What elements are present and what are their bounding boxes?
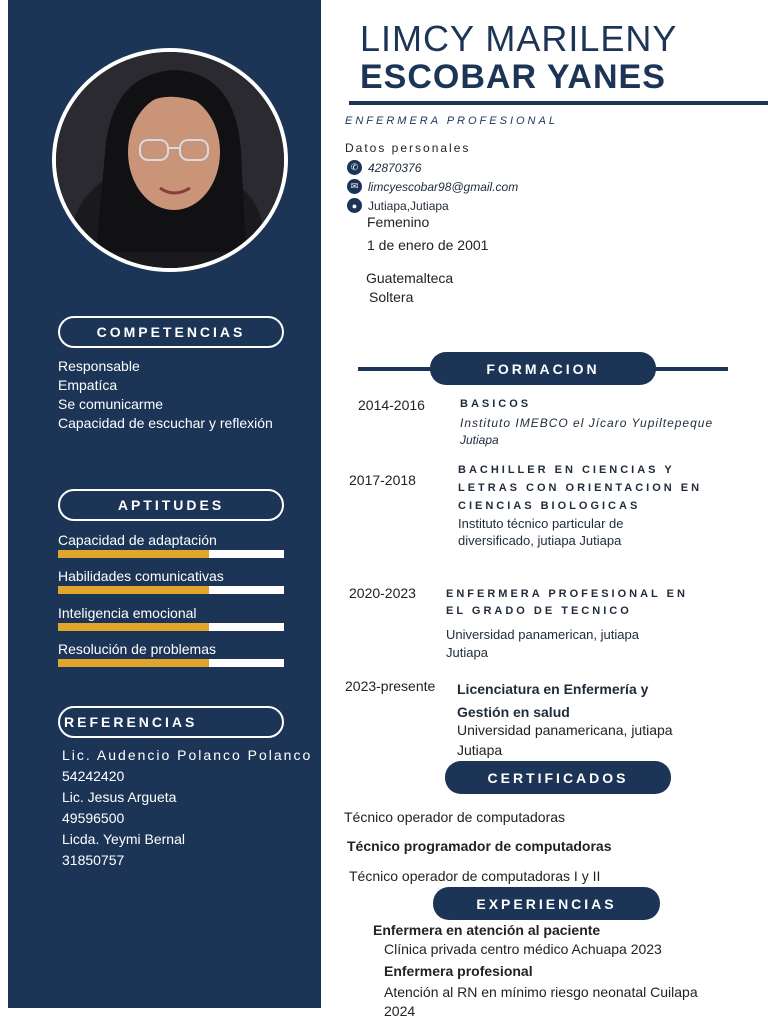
skill-label: Capacidad de adaptación	[58, 532, 217, 548]
location-row	[347, 198, 449, 213]
edu-title: BASICOS	[460, 398, 532, 410]
edu-title	[446, 586, 688, 620]
skill-item	[58, 640, 284, 676]
reference-phone: 31850757	[62, 852, 125, 868]
nationality: Guatemalteca	[366, 270, 454, 286]
edu-place	[446, 626, 639, 662]
certificate-item: Técnico programador de computadoras	[347, 838, 612, 854]
referencias-list	[62, 745, 320, 871]
edu-city: Jutiapa	[446, 645, 488, 660]
location-pin-icon: ●	[347, 198, 362, 213]
skill-label: Inteligencia emocional	[58, 605, 197, 621]
edu-title-line: BACHILLER EN CIENCIAS Y	[458, 464, 675, 476]
skill-bar-fill	[58, 623, 209, 631]
reference-phone: 54242420	[62, 768, 125, 784]
experience-detail-line: Atención al RN en mínimo riesgo neonatal Cuilapa	[384, 984, 698, 1000]
list-item: Se comunicarme	[58, 396, 164, 412]
certificate-item: Técnico operador de computadoras I y II	[349, 868, 601, 884]
referencias-heading: REFERENCIAS	[58, 706, 284, 738]
skill-label: Habilidades comunicativas	[58, 568, 224, 584]
edu-title-line: LETRAS CON ORIENTACION EN	[458, 482, 703, 494]
edu-place	[457, 720, 673, 760]
skill-label: Resolución de problemas	[58, 641, 216, 657]
edu-years: 2023-presente	[345, 678, 436, 694]
edu-city: diversificado, jutiapa Jutiapa	[458, 533, 622, 548]
first-name: LIMCY MARILENY	[360, 18, 678, 59]
phone-icon: ✆	[347, 160, 362, 175]
edu-years: 2020-2023	[349, 585, 416, 601]
gender: Femenino	[367, 214, 430, 230]
reference-name: Licda. Yeymi Bernal	[62, 831, 185, 847]
reference-name: Lic. Audencio Polanco Polanco	[62, 747, 313, 763]
aptitudes-heading: APTITUDES	[58, 489, 284, 521]
edu-city: Jutiapa	[457, 742, 503, 758]
skill-bar-fill	[58, 550, 209, 558]
reference-name: Lic. Jesus Argueta	[62, 789, 177, 805]
birthdate: 1 de enero de 2001	[367, 237, 489, 253]
edu-title	[458, 461, 702, 515]
edu-title	[457, 678, 648, 724]
edu-city: Jutiapa	[460, 433, 499, 447]
edu-title-line: Licenciatura en Enfermería y	[457, 681, 649, 697]
phone-value: 42870376	[368, 160, 422, 175]
edu-place-line: Universidad panamericana, jutiapa	[457, 722, 673, 738]
edu-title-line: EL GRADO DE TECNICO	[446, 605, 632, 617]
aptitudes-list	[58, 531, 284, 676]
email-value: limcyescobar98@gmail.com	[368, 179, 519, 194]
list-item: Empatíca	[58, 377, 118, 393]
email-row	[347, 179, 518, 194]
skill-bar	[58, 623, 284, 631]
skill-bar-fill	[58, 659, 209, 667]
edu-title-line: ENFERMERA PROFESIONAL EN	[446, 588, 688, 600]
competencias-heading: COMPETENCIAS	[58, 316, 284, 348]
edu-place: Instituto IMEBCO el Jícaro Yupiltepeque	[460, 416, 714, 430]
marital-status: Soltera	[369, 289, 414, 305]
edu-place-line: Instituto técnico particular de	[458, 516, 624, 531]
edu-title-line: Gestión en salud	[457, 704, 570, 720]
skill-item	[58, 567, 284, 604]
header-divider	[349, 101, 768, 105]
experience-detail: Clínica privada centro médico Achuapa 2023	[384, 941, 662, 957]
list-item: Responsable	[58, 358, 140, 374]
experience-title: Enfermera en atención al paciente	[373, 922, 601, 938]
edu-years: 2014-2016	[358, 397, 425, 413]
experiencias-heading: EXPERIENCIAS	[433, 887, 660, 920]
skill-bar	[58, 659, 284, 667]
skill-item	[58, 604, 284, 640]
edu-place-line: Universidad panamerican, jutiapa	[446, 627, 639, 642]
profession: ENFERMERA PROFESIONAL	[345, 115, 558, 127]
skill-bar	[58, 550, 284, 558]
skill-item	[58, 531, 284, 567]
list-item: Capacidad de escuchar y reflexión	[58, 415, 273, 431]
mail-icon: ✉	[347, 179, 362, 194]
certificados-heading: CERTIFICADOS	[445, 761, 671, 794]
phone-row	[347, 160, 421, 175]
experience-detail	[384, 983, 698, 1021]
reference-phone: 49596500	[62, 810, 125, 826]
experience-title: Enfermera profesional	[384, 963, 533, 979]
skill-bar	[58, 586, 284, 594]
edu-title-line: CIENCIAS BIOLOGICAS	[458, 500, 641, 512]
formacion-heading: FORMACION	[430, 352, 656, 385]
competencias-list	[58, 357, 318, 433]
location-value: Jutiapa,Jutiapa	[368, 198, 449, 213]
skill-bar-fill	[58, 586, 209, 594]
edu-place	[458, 515, 623, 549]
personal-title: Datos personales	[345, 141, 471, 155]
profile-photo	[52, 48, 288, 272]
certificate-item: Técnico operador de computadoras	[344, 809, 566, 825]
experience-detail-line: 2024	[384, 1003, 416, 1019]
edu-years: 2017-2018	[349, 472, 416, 488]
last-name: ESCOBAR YANES	[360, 58, 666, 96]
